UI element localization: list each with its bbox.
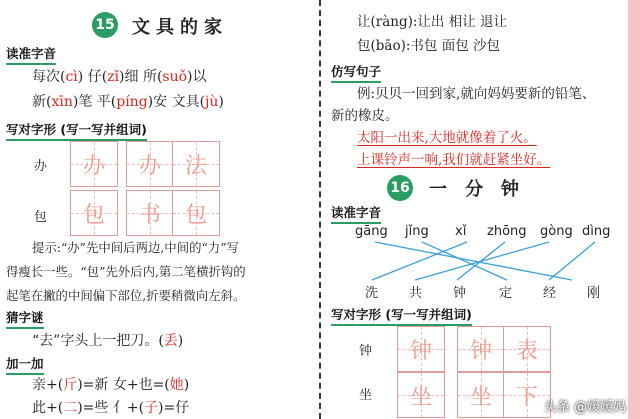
hint-line: 起笔在撇的中间偏下部位,折要稍微向左斜。 [6,288,246,303]
riddle-text: ) [177,333,184,349]
hanzi-item: 共 [409,286,423,301]
add-text: ) [183,377,190,393]
writing-grid-cell [503,326,551,372]
grid-char: 包 [82,202,105,228]
grid-char: 书 [138,202,161,228]
lesson-16-number-badge: 16 [387,175,413,201]
write-row-label: 钟 [359,344,373,359]
read-line-1 [32,66,207,86]
hint-line: 提示:“办”先中间后两边,中间的“力”写 [32,240,239,255]
add-answer: 二 [63,400,78,416]
section-write-label [6,120,147,141]
grid-char: 包 [184,202,207,228]
polyphone-line-2: 包(bāo):书包 面包 沙包 [357,38,500,54]
writing-grid-cell [397,326,445,372]
hanzi-item: 定 [499,286,513,301]
grid-char: 钟 [409,338,432,364]
write-row-label: 包 [34,210,48,225]
grid-char: 坐 [469,384,492,410]
example-line-2: 新的橡皮。 [331,108,399,124]
writing-grid-cell [457,326,505,372]
section-riddle-label: 猜字谜 [6,308,44,329]
add-text: )=新 女+也=( [77,377,170,393]
grid-char: 办 [138,153,161,179]
matching-lines [327,240,627,286]
riddle-text: “去”字头上一把刀。( [32,333,164,349]
riddle-answer: 丢 [163,333,178,349]
writing-hint [6,236,342,308]
read-text: 新( [32,94,52,110]
section-add-label: 加一加 [6,354,44,375]
writing-grid-cell [70,190,118,236]
read-text: )以 [187,69,207,85]
add-answer: 子 [144,400,159,416]
hanzi-item: 洗 [365,286,379,301]
page-edge-strip [628,0,640,419]
add-text: 亲+( [32,377,64,393]
section-write-label-16 [331,305,472,326]
write-row-label: 办 [34,159,48,174]
add-text: 此+( [32,400,64,416]
sentence-answer-1: 太阳一出来,大地就像着了火。 [357,130,537,146]
add-text: )=仔 [158,400,190,416]
hanzi-item: 刚 [587,286,601,301]
right-column [327,0,640,419]
writing-grid-cell [126,190,174,236]
example-line-1: 例:贝贝一回到家,就向妈妈要新的铅笔、 [357,86,596,102]
polyphone-line-1: 让(ràng):让出 相让 退让 [357,14,508,30]
hanzi-item: 钟 [453,286,467,301]
writing-grid-cell [503,372,551,418]
pinyin-item: xǐ [455,224,467,239]
pinyin-answer: xīn [51,94,73,110]
pinyin-answer: jù [205,94,219,110]
hanzi-item: 经 [543,286,557,301]
lesson-15-number-badge: 15 [92,12,118,38]
grid-char: 下 [515,384,538,410]
writing-grid-cell [126,141,174,187]
lesson-15-title: 文具的家 [132,17,228,38]
pinyin-item: jǐng [405,224,429,239]
writing-grid-cell [172,141,220,187]
pinyin-item: gòng [540,224,573,239]
pinyin-answer: zǐ [107,69,120,85]
pinyin-answer: cì [65,69,78,85]
column-divider [319,0,321,419]
read-text: )安 文具( [147,94,206,110]
read-line-2 [32,91,224,111]
section-write-subtitle: (写一写并组词) [385,307,472,322]
read-text: 每次( [32,69,66,85]
writing-grid-cell [172,190,220,236]
pinyin-answer: píng [116,94,148,110]
pinyin-item: gāng [355,224,388,239]
left-column [0,0,318,419]
sentence-answer-2: 上课铃声一响,我们就赶紧坐好。 [357,152,551,168]
read-text: )笔 平( [72,94,117,110]
grid-char: 法 [184,153,207,179]
section-write-subtitle: (写一写并组词) [60,122,147,137]
read-text: ) 仔( [77,69,108,85]
lesson-16-title: 一分钟 [429,179,537,200]
watermark: 头条 @媛媛妈 [543,400,626,415]
add-answer: 她 [169,377,184,393]
section-read-label-16: 读准字音 [331,203,381,224]
add-line-2 [32,397,189,417]
read-text: )细 所( [119,69,163,85]
writing-grid-cell [70,141,118,187]
writing-grid-cell [397,372,445,418]
grid-char: 表 [515,338,538,364]
section-write-title: 写对字形 [6,122,57,137]
hint-line: 得瘦长一些。“包”先外后内,第二笔横折钩的 [6,264,246,279]
add-line-1 [32,374,189,394]
add-text: )=些 亻+( [77,400,145,416]
section-read-label: 读准字音 [6,44,56,65]
write-row-label: 坐 [359,388,373,403]
grid-char: 钟 [469,338,492,364]
add-answer: 斤 [63,377,78,393]
section-write-title: 写对字形 [331,307,382,322]
pinyin-item: zhōng [487,224,527,239]
section-sentence-label: 仿写句子 [331,62,381,83]
pinyin-item: dìng [582,224,611,239]
riddle-line [32,330,183,350]
pinyin-answer: suǒ [162,69,188,85]
read-text: ) [218,94,224,110]
grid-char: 办 [82,153,105,179]
grid-char: 坐 [409,384,432,410]
writing-grid-cell [457,372,505,418]
